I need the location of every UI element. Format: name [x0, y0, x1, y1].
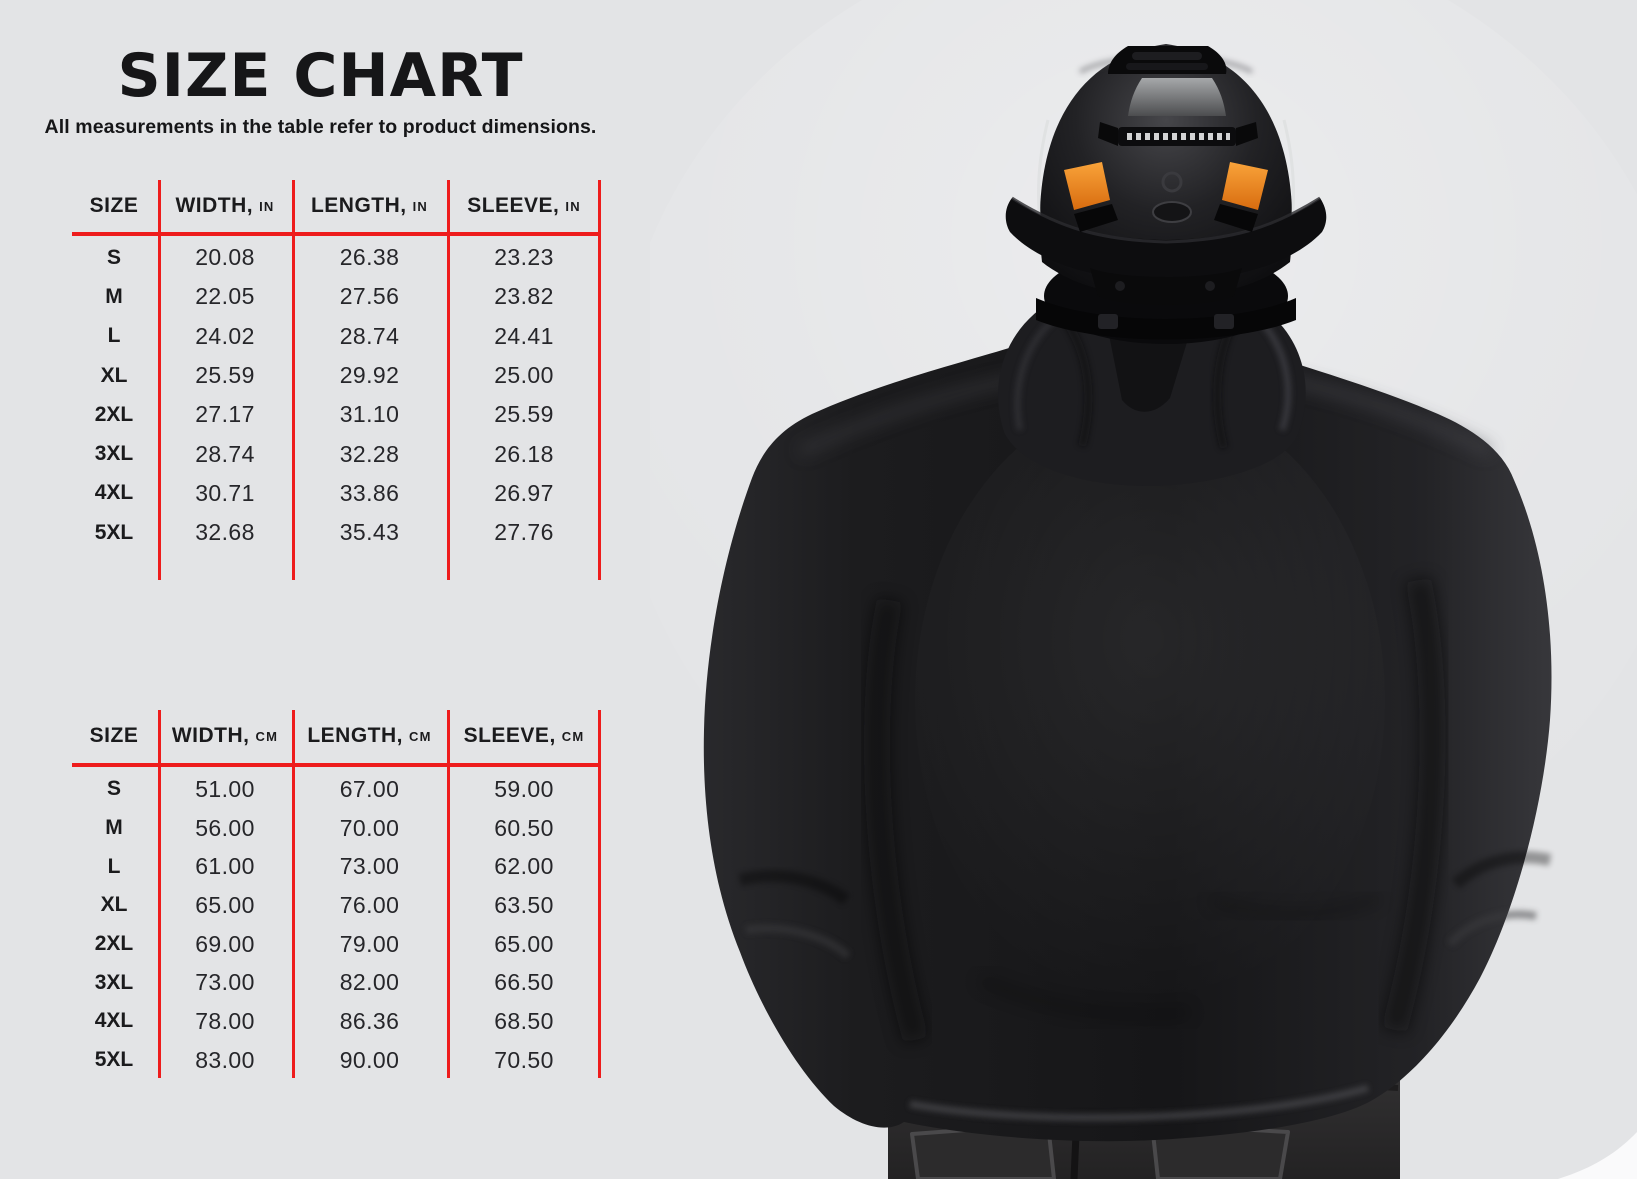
product-photo [650, 0, 1637, 1179]
table-body [40, 770, 601, 1080]
measurement-value: 32.28 [339, 440, 400, 467]
table-header-rule [72, 763, 601, 767]
table-row [40, 886, 601, 925]
column-header-sleeve [447, 710, 601, 762]
measurement-value: 25.00 [494, 362, 554, 389]
column-header-label: SIZE [89, 194, 139, 217]
measurement-value: 29.92 [339, 362, 400, 389]
measurement-value: 51.00 [195, 775, 255, 802]
column-header-label: SLEEVE, [467, 194, 560, 217]
column-header-unit: CM [561, 728, 585, 744]
measurement-value: 26.38 [339, 244, 400, 271]
table-header-rule [72, 232, 601, 236]
measurement-value: 23.23 [494, 244, 554, 271]
column-header-label: WIDTH, [175, 194, 254, 217]
size-label: 4XL [94, 481, 134, 505]
table-row [40, 809, 601, 848]
measurement-value: 25.59 [195, 362, 255, 389]
measurement-value: 27.76 [494, 519, 554, 546]
size-label: 2XL [94, 932, 134, 956]
column-header-size [40, 180, 158, 232]
size-label: 2XL [94, 402, 134, 426]
size-label: 4XL [94, 1009, 134, 1033]
size-label: 3XL [94, 970, 134, 994]
column-header-size [40, 710, 158, 762]
column-header-unit: IN [412, 198, 429, 214]
measurement-value: 22.05 [195, 283, 255, 310]
chart-header [40, 41, 601, 139]
measurement-value: 61.00 [195, 853, 255, 880]
column-header-unit: CM [409, 728, 432, 744]
measurement-value: 63.50 [494, 891, 554, 918]
column-header-length [292, 710, 447, 762]
measurement-value: 90.00 [339, 1046, 400, 1073]
size-table-inches [40, 180, 601, 580]
column-header-unit: IN [259, 198, 275, 214]
size-label: M [105, 284, 123, 308]
size-label: S [106, 245, 121, 269]
measurement-value: 73.00 [339, 853, 400, 880]
measurement-value: 26.97 [494, 479, 554, 506]
size-table-cm [40, 710, 601, 1078]
table-row [40, 513, 601, 552]
column-header-unit: IN [565, 198, 581, 214]
table-row [40, 238, 601, 277]
table-row [40, 925, 601, 964]
table-row [40, 770, 601, 809]
measurement-value: 67.00 [339, 775, 400, 802]
page-subtitle: All measurements in the table refer to product dimensions. [44, 116, 597, 138]
column-header-length [292, 180, 447, 232]
size-label: S [106, 777, 121, 801]
table-header-row [40, 710, 601, 762]
table-row [40, 474, 601, 513]
table-row [40, 1002, 601, 1041]
column-header-unit: CM [255, 728, 279, 744]
measurement-value: 70.50 [494, 1046, 554, 1073]
measurement-value: 28.74 [195, 440, 255, 467]
table-row [40, 1041, 601, 1080]
measurement-value: 20.08 [195, 244, 255, 271]
hoodie-model-illustration [650, 0, 1637, 1179]
size-label: XL [100, 893, 128, 917]
size-label: L [107, 854, 121, 878]
helmet-badge [1153, 202, 1191, 222]
table-row [40, 434, 601, 473]
measurement-value: 30.71 [195, 479, 255, 506]
measurement-value: 59.00 [494, 775, 554, 802]
table-row [40, 395, 601, 434]
column-header-sleeve [447, 180, 601, 232]
table-row [40, 963, 601, 1002]
size-label: M [105, 816, 123, 840]
measurement-value: 26.18 [494, 440, 554, 467]
measurement-value: 31.10 [339, 401, 400, 428]
column-header-label: LENGTH, [307, 724, 404, 747]
column-header-width [158, 180, 292, 232]
size-label: 5XL [94, 520, 134, 544]
table-header-row [40, 180, 601, 232]
size-label: 3XL [94, 442, 134, 466]
measurement-value: 65.00 [494, 930, 554, 957]
table-row [40, 277, 601, 316]
measurement-value: 23.82 [494, 283, 554, 310]
measurement-value: 24.02 [195, 322, 255, 349]
measurement-value: 33.86 [339, 479, 400, 506]
helmet-back-panel [1128, 78, 1226, 116]
measurement-value: 78.00 [195, 1007, 255, 1034]
column-header-label: SLEEVE, [463, 724, 556, 747]
measurement-value: 86.36 [339, 1007, 400, 1034]
table-row [40, 356, 601, 395]
measurement-value: 68.50 [494, 1007, 554, 1034]
table-row [40, 847, 601, 886]
column-header-width [158, 710, 292, 762]
helmet-top-vent [1108, 46, 1226, 74]
measurement-value: 76.00 [339, 891, 400, 918]
measurement-value: 25.59 [494, 401, 554, 428]
measurement-value: 32.68 [195, 519, 255, 546]
measurement-value: 69.00 [195, 930, 255, 957]
measurement-value: 83.00 [195, 1046, 255, 1073]
column-header-label: WIDTH, [171, 724, 250, 747]
measurement-value: 82.00 [339, 969, 400, 996]
column-header-label: SIZE [89, 724, 139, 747]
measurement-value: 65.00 [195, 891, 255, 918]
column-header-label: LENGTH, [310, 194, 407, 217]
measurement-value: 56.00 [195, 814, 255, 841]
page-title: SIZE CHART [117, 41, 524, 111]
measurement-value: 60.50 [494, 814, 554, 841]
size-label: L [107, 324, 121, 348]
table-row [40, 317, 601, 356]
measurement-value: 62.00 [494, 853, 554, 880]
measurement-value: 27.56 [339, 283, 400, 310]
size-label: XL [100, 363, 128, 387]
measurement-value: 27.17 [195, 401, 255, 428]
measurement-value: 79.00 [339, 930, 400, 957]
measurement-value: 24.41 [494, 322, 554, 349]
size-label: 5XL [94, 1048, 134, 1072]
measurement-value: 28.74 [339, 322, 400, 349]
page-corner-fold [1558, 1132, 1637, 1179]
measurement-value: 73.00 [195, 969, 255, 996]
measurement-value: 35.43 [339, 519, 400, 546]
table-body [40, 238, 601, 552]
measurement-value: 66.50 [494, 969, 554, 996]
measurement-value: 70.00 [339, 814, 400, 841]
